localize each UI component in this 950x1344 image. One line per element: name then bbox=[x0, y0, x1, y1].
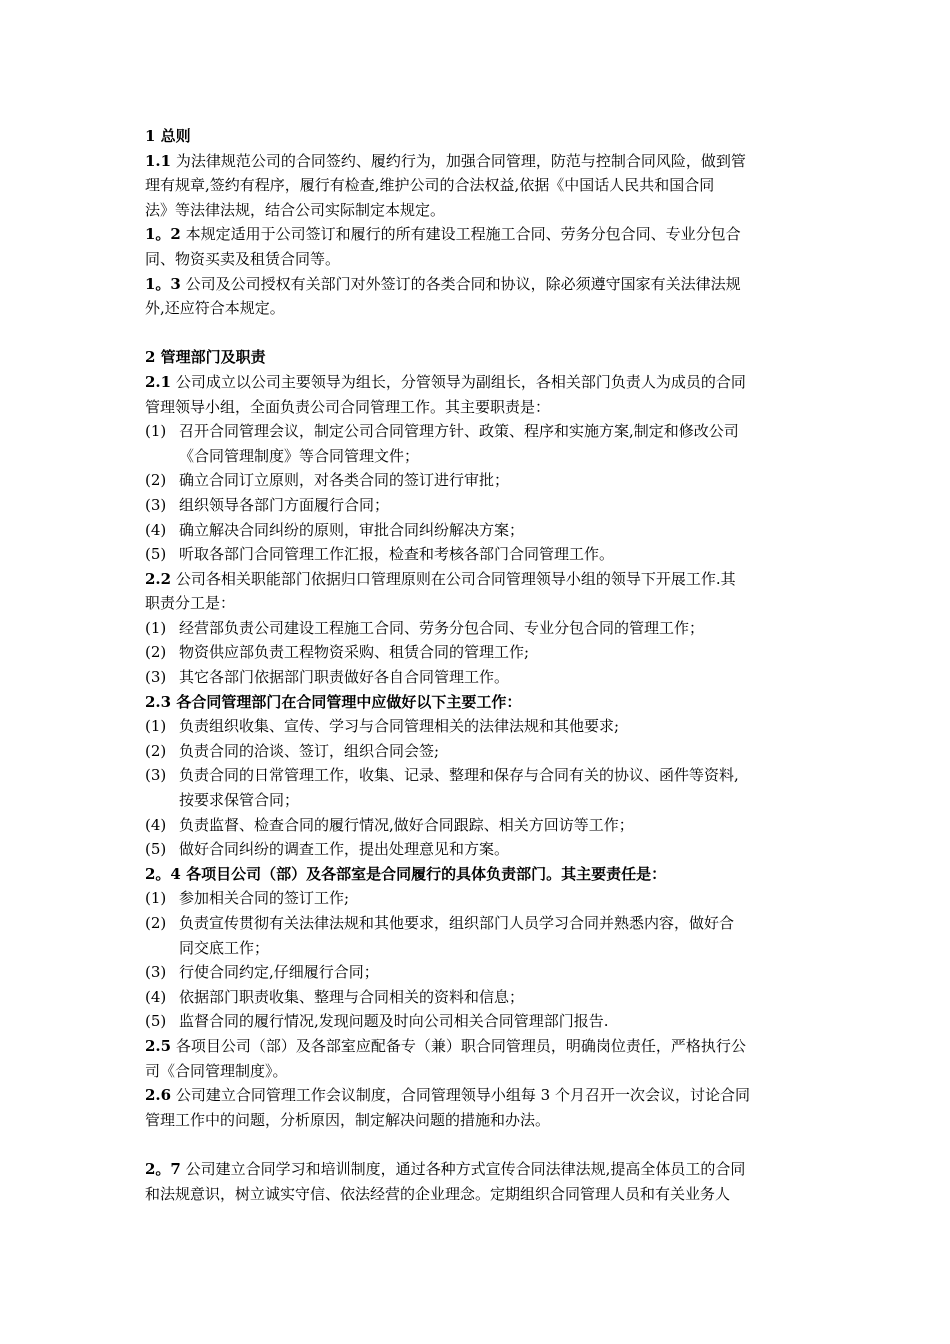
list-2-2 bbox=[145, 616, 813, 690]
list-item: (2) 负责合同的洽谈、签订，组织合同会签; bbox=[145, 741, 440, 760]
list-item: (4) 确立解决合同纠纷的原则，审批合同纠纷解决方案； bbox=[145, 520, 525, 539]
list-item: (5) 听取各部门合同管理工作汇报，检查和考核各部门合同管理工作。 bbox=[145, 545, 615, 564]
list-item: (3) 行使合同约定,仔细履行合同； bbox=[145, 963, 379, 982]
list-item: (4) 依据部门职责收集、整理与合同相关的资料和信息； bbox=[145, 987, 525, 1006]
section-2-title: 2 管理部门及职责 bbox=[145, 348, 266, 367]
clause-1-3: 1。3 公司及公司授权有关部门对外签订的各类合同和协议，除必须遵守国家有关法律法规 外,还应符合本规定。 bbox=[145, 274, 741, 318]
clause-number: 2.2 bbox=[145, 569, 172, 588]
clause-2-4-title: 2。4 各项目公司（部）及各部室是合同履行的具体负责部门。其主要责任是： bbox=[145, 864, 667, 883]
clause-2-3-title: 2.3 各合同管理部门在合同管理中应做好以下主要工作： bbox=[145, 692, 522, 711]
list-item: (5) 做好合同纠纷的调查工作，提出处理意见和方案。 bbox=[145, 840, 510, 859]
clause-2-1: 2.1 公司成立以公司主要领导为组长，分管领导为副组长，各相关部门负责人为成员的合同 管理领导小组，全面负责公司合同管理工作。其主要职责是： bbox=[145, 372, 746, 416]
list-item: (1) 负责组织收集、宣传、学习与合同管理相关的法律法规和其他要求; bbox=[145, 717, 620, 736]
document-body bbox=[145, 124, 813, 1206]
list-item: (2) 负责宣传贯彻有关法律法规和其他要求，组织部门人员学习合同并熟悉内容，做好合 bbox=[145, 914, 735, 932]
list-item: (4) 负责监督、检查合同的履行情况,做好合同跟踪、相关方回访等工作； bbox=[145, 815, 634, 834]
list-item: (1) 召开合同管理会议，制定公司合同管理方针、政策、程序和实施方案,制定和修改公司 bbox=[145, 422, 739, 441]
clause-number: 1。3 bbox=[145, 274, 181, 293]
list-2-4 bbox=[145, 886, 813, 1034]
list-item: (1) 经营部负责公司建设工程施工合同、劳务分包合同、专业分包合同的管理工作； bbox=[145, 618, 705, 637]
list-item: (2) 物资供应部负责工程物资采购、租赁合同的管理工作; bbox=[145, 643, 530, 662]
clause-number: 1.1 bbox=[145, 151, 172, 170]
list-item: (1) 参加相关合同的签订工作; bbox=[145, 889, 350, 908]
clause-number: 2.6 bbox=[145, 1086, 172, 1105]
list-2-3 bbox=[145, 714, 813, 862]
list-item-continuation: 按要求保管合同； bbox=[179, 791, 300, 810]
clause-number: 2.1 bbox=[145, 372, 172, 391]
list-item-continuation: 同交底工作； bbox=[179, 938, 270, 957]
list-item: (5) 监督合同的履行情况,发现问题及时向公司相关合同管理部门报告. bbox=[145, 1012, 609, 1031]
clause-2-5: 2.5 各项目公司（部）及各部室应配备专（兼）职合同管理员，明确岗位责任，严格执行公 司《合同管理制度》。 bbox=[145, 1036, 746, 1080]
clause-1-2: 1。2 本规定适用于公司签订和履行的所有建设工程施工合同、劳务分包合同、专业分包合 同、物资买卖及租赁合同等。 bbox=[145, 225, 741, 268]
clause-number: 1。2 bbox=[145, 225, 181, 244]
list-item-continuation: 《合同管理制度》等合同管理文件； bbox=[179, 446, 420, 465]
clause-2-6: 2.6 公司建立合同管理工作会议制度，合同管理领导小组每 3 个月召开一次会议，讨论合同 管理工作中的问题，分析原因，制定解决问题的措施和办法。 bbox=[145, 1086, 750, 1129]
list-2-1 bbox=[145, 419, 813, 567]
clause-number: 2。7 bbox=[145, 1159, 181, 1178]
section-1-title: 1 总则 bbox=[145, 127, 191, 145]
list-item: (2) 确立合同订立原则，对各类合同的签订进行审批； bbox=[145, 471, 510, 490]
clause-1-1: 1.1 为法律规范公司的合同签约、履约行为，加强合同管理，防范与控制合同风险，做到管 理有规章,签约有程序，履行有检查,维护公司的合法权益,依据《中国话人民共和国合同 法》等法律法规，结合公司实际制定本规定。 bbox=[145, 151, 746, 219]
list-item: (3) 组织领导各部门方面履行合同； bbox=[145, 495, 390, 514]
list-item: (3) 其它各部门依据部门职责做好各自合同管理工作。 bbox=[145, 668, 510, 687]
list-item: (3) 负责合同的日常管理工作，收集、记录、整理和保存与合同有关的协议、函件等资料, bbox=[145, 766, 739, 785]
clause-2-2: 2.2 公司各相关职能部门依据归口管理原则在公司合同管理领导小组的领导下开展工作.其 职责分工是： bbox=[145, 569, 736, 613]
clause-2-7: 2。7 公司建立合同学习和培训制度，通过各种方式宣传合同法律法规,提高全体员工的合同 和法规意识，树立诚实守信、依法经营的企业理念。定期组织合同管理人员和有关业务人 bbox=[145, 1159, 746, 1203]
clause-number: 2.5 bbox=[145, 1036, 172, 1055]
